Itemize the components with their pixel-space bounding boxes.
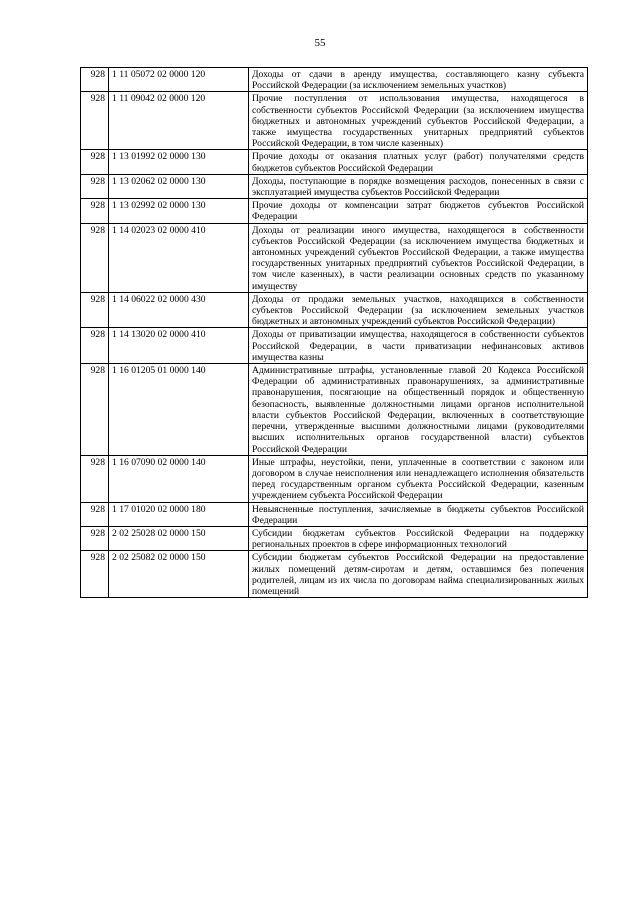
revenue-name-cell: Доходы от сдачи в аренду имущества, составляющего казну субъекта Российской Федерации (за исключением земельных участков) — [249, 68, 588, 92]
revenue-code-cell: 1 13 02062 02 0000 130 — [109, 174, 249, 198]
table-row — [81, 68, 588, 92]
revenue-name-cell: Невыясненные поступления, зачисляемые в бюджеты субъектов Российской Федерации — [249, 502, 588, 526]
table-row — [81, 502, 588, 526]
revenue-name-cell: Административные штрафы, установленные главой 20 Кодекса Российской Федерации об административных правонарушениях, за административные правонарушения, посягающие на общественный порядок и общественную безопасность, выявленные должностными лицами органов исполнительной власти субъектов Российской Федерации, включенных в соответствующие перечни, утвержденные высшими должностными лицами (руководителями высших исполнительных органов государственной власти) субъектов Российской Федерации — [249, 364, 588, 456]
table-row — [81, 199, 588, 223]
revenue-code-cell: 2 02 25082 02 0000 150 — [109, 551, 249, 598]
revenue-name-cell: Доходы от приватизации имущества, находящегося в собственности субъектов Российской Федерации, в части приватизации нефинансовых активов имущества казны — [249, 328, 588, 364]
revenue-code-cell: 1 17 01020 02 0000 180 — [109, 502, 249, 526]
table-row — [81, 551, 588, 598]
table-row — [81, 92, 588, 150]
table-row — [81, 526, 588, 550]
revenue-code-cell: 1 16 07090 02 0000 140 — [109, 455, 249, 502]
table-row — [81, 364, 588, 456]
revenue-name-cell: Прочие поступления от использования имущества, находящегося в собственности субъектов Российской Федерации (за исключением имущества бюджетных и автономных учреждений субъектов Российской Федерации, а также имущества государственных унитарных предприятий субъектов Российской Федерации, в том числе казенных) — [249, 92, 588, 150]
revenue-code-cell: 1 14 06022 02 0000 430 — [109, 292, 249, 328]
admin-code-cell: 928 — [81, 68, 109, 92]
admin-code-cell: 928 — [81, 199, 109, 223]
revenue-code-cell: 2 02 25028 02 0000 150 — [109, 526, 249, 550]
admin-code-cell: 928 — [81, 364, 109, 456]
admin-code-cell: 928 — [81, 526, 109, 550]
revenue-code-cell: 1 13 02992 02 0000 130 — [109, 199, 249, 223]
revenue-name-cell: Прочие доходы от компенсации затрат бюджетов субъектов Российской Федерации — [249, 199, 588, 223]
revenue-code-cell: 1 11 05072 02 0000 120 — [109, 68, 249, 92]
revenue-name-cell: Иные штрафы, неустойки, пени, уплаченные в соответствии с законом или договором в случае неисполнения или ненадлежащего исполнения обязательств перед государственным органом субъекта Российской Федерации, казенным учреждением субъекта Российской Федерации — [249, 455, 588, 502]
revenue-code-cell: 1 16 01205 01 0000 140 — [109, 364, 249, 456]
admin-code-cell: 928 — [81, 328, 109, 364]
table-row — [81, 455, 588, 502]
admin-code-cell: 928 — [81, 455, 109, 502]
table-row — [81, 150, 588, 174]
revenue-code-cell: 1 14 02023 02 0000 410 — [109, 223, 249, 292]
revenue-name-cell: Прочие доходы от оказания платных услуг (работ) получателями средств бюджетов субъектов Российской Федерации — [249, 150, 588, 174]
revenue-name-cell: Доходы, поступающие в порядке возмещения расходов, понесенных в связи с эксплуатацией имущества субъектов Российской Федерации — [249, 174, 588, 198]
admin-code-cell: 928 — [81, 174, 109, 198]
admin-code-cell: 928 — [81, 150, 109, 174]
admin-code-cell: 928 — [81, 292, 109, 328]
table-row — [81, 223, 588, 292]
revenue-codes-table — [80, 67, 588, 598]
admin-code-cell: 928 — [81, 92, 109, 150]
table-row — [81, 292, 588, 328]
revenue-code-cell: 1 13 01992 02 0000 130 — [109, 150, 249, 174]
admin-code-cell: 928 — [81, 223, 109, 292]
revenue-name-cell: Субсидии бюджетам субъектов Российской Федерации на поддержку региональных проектов в сфере информационных технологий — [249, 526, 588, 550]
revenue-name-cell: Доходы от реализации иного имущества, находящегося в собственности субъектов Российской Федерации (за исключением имущества бюджетных и автономных учреждений субъектов Российской Федерации, а также имущества государственных унитарных предприятий субъектов Российской Федерации, в том числе казенных), в части реализации основных средств по указанному имуществу — [249, 223, 588, 292]
revenue-code-cell: 1 11 09042 02 0000 120 — [109, 92, 249, 150]
revenue-name-cell: Доходы от продажи земельных участков, находящихся в собственности субъектов Российской Федерации (за исключением земельных участков бюджетных и автономных учреждений субъектов Российской Федерации) — [249, 292, 588, 328]
admin-code-cell: 928 — [81, 551, 109, 598]
page-number: 55 — [314, 37, 326, 49]
revenue-name-cell: Субсидии бюджетам субъектов Российской Федерации на предоставление жилых помещений детям-сиротам и детям, оставшимся без попечения родителей, лицам из их числа по договорам найма специализированных жилых помещений — [249, 551, 588, 598]
admin-code-cell: 928 — [81, 502, 109, 526]
table-row — [81, 328, 588, 364]
revenue-code-cell: 1 14 13020 02 0000 410 — [109, 328, 249, 364]
table-row — [81, 174, 588, 198]
